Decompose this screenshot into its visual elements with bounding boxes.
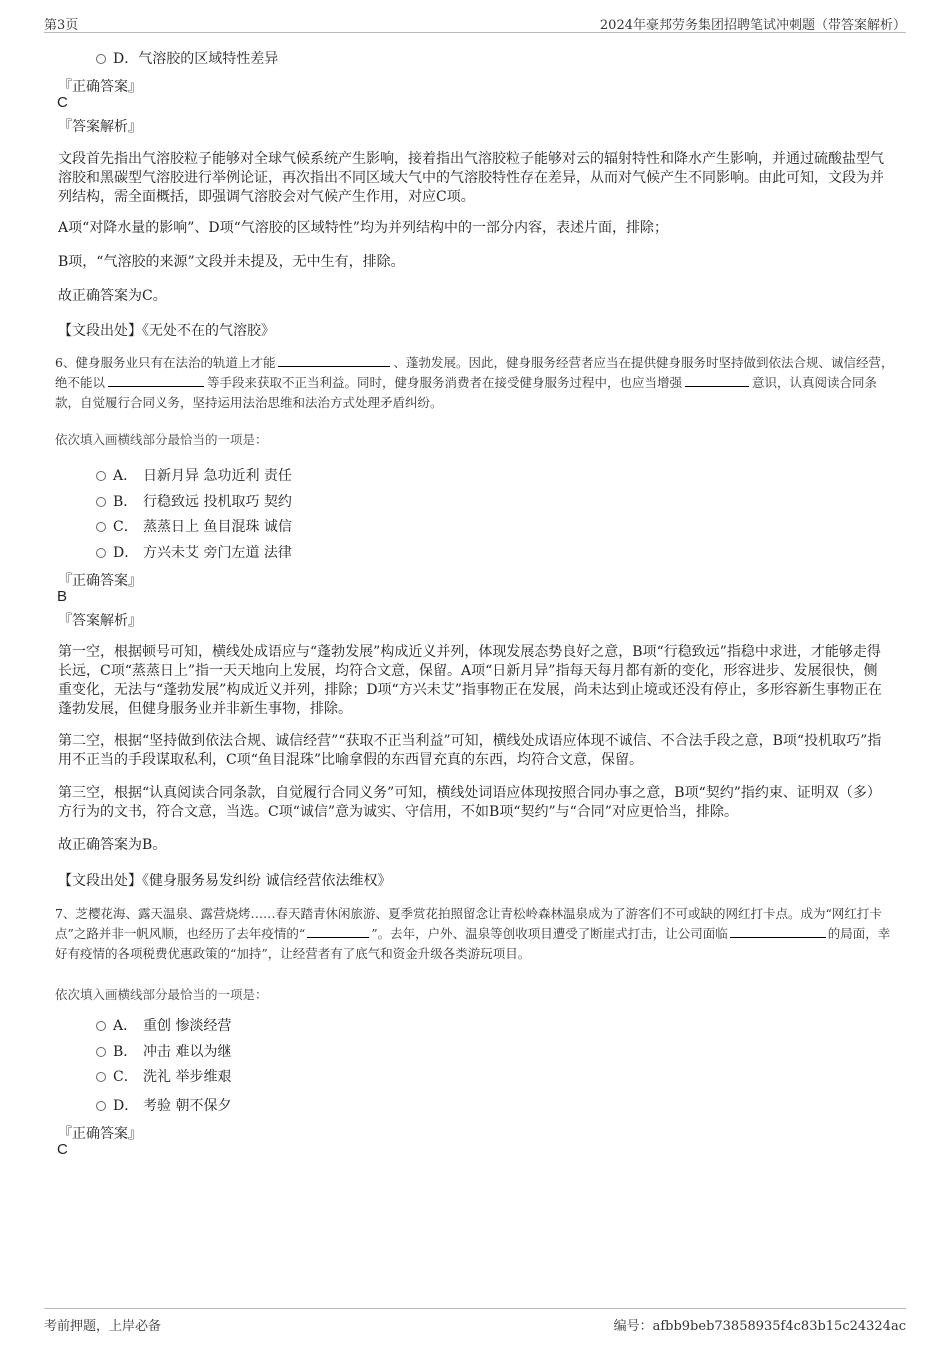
blank-1 [278,354,390,367]
blank-3 [685,374,749,387]
radio-icon[interactable] [96,1101,106,1111]
blank-2 [730,925,826,938]
radio-icon[interactable] [96,522,106,532]
blank-1 [307,925,369,938]
document-title: 2024年豪邦劳务集团招聘笔试冲刺题（带答案解析） [599,18,906,33]
q6-option-c[interactable]: C． 蒸蒸日上 鱼目混珠 诚信 [96,516,292,536]
q5-answer-label: 『正确答案』 [58,79,142,95]
q6-answer: B [57,588,68,605]
q7-option-a[interactable]: A． 重创 惨淡经营 [96,1015,231,1035]
q7-option-c[interactable]: C． 洗礼 举步维艰 [96,1066,231,1086]
footer-slogan: 考前押题，上岸必备 [44,1319,162,1334]
q5-analysis-label: 『答案解析』 [58,119,142,135]
page-footer [44,1308,906,1335]
radio-icon[interactable] [96,1047,106,1057]
q6-option-a[interactable]: A． 日新月异 急功近利 责任 [96,465,292,485]
q5-analysis-p1: 文段首先指出气溶胶粒子能够对全球气候系统产生影响，接着指出气溶胶粒子能够对云的辐射特性和降水产生影响，并通过硫酸盐型气溶胶和黑碳型气溶胶进行举例论证，再次指出不同区域大气中的气溶胶特性存在差异，从而对气候产生不同影响。由此可知，文段为并列结构，需全面概括，即强调气溶胶会对气候产生作用，对应C项。 [58,151,884,205]
q7-option-d[interactable]: D． 考验 朝不保夕 [96,1095,231,1115]
q5-analysis-p4: 故正确答案为C。 [58,288,167,304]
blank-2 [108,374,204,387]
q6-instruction: 依次填入画横线部分最恰当的一项是： [55,432,268,447]
q5-source: 【文段出处】《无处不在的气溶胶》 [58,323,275,339]
radio-icon[interactable] [96,1021,106,1031]
q5-answer: C [57,94,68,111]
q6-analysis-p3: 第三空，根据“认真阅读合同条款，自觉履行合同义务”可知，横线处词语应体现按照合同办事之意，B项“契约”指约束、证明双（多）方行为的文书，符合文意，当选。C项“诚信”意为诚实、守信用，不如B项“契约”与“合同”对应更恰当，排除。 [58,785,881,820]
page-header [44,12,906,33]
document-id: 编号：afbb9beb73858935f4c83b15c24324ac [613,1319,906,1334]
radio-icon[interactable] [96,54,106,64]
radio-icon[interactable] [96,471,106,481]
q7-question: 7、芝樱花海、露天温泉、露营烧烤……春天踏青休闲旅游、夏季赏花拍照留念让青松岭森林温泉成为了游客们不可或缺的网红打卡点。成为“网红打卡点”之路并非一帆风顺，也经历了去年疫情的“ ”。去年，户外、温泉等创收项目遭受了断崖式打击，让公司面临 的局面，幸好有疫情的各项税费优惠政策的“加持”，让经营者有了底气和资金升级各类游玩项目。 [55,906,891,961]
page-number: 第3页 [44,18,79,33]
q5-analysis-p2: A项“对降水量的影响”、D项“气溶胶的区域特性”均为并列结构中的一部分内容，表述片面，排除； [58,220,668,236]
q6-answer-label: 『正确答案』 [58,573,142,589]
q6-option-b[interactable]: B． 行稳致远 投机取巧 契约 [96,491,292,511]
q7-answer-label: 『正确答案』 [58,1126,142,1142]
q6-analysis-p1: 第一空，根据顿号可知，横线处成语应与“蓬勃发展”构成近义并列，体现发展态势良好之意，B项“行稳致远”指稳中求进，才能够走得长远，C项“蒸蒸日上”指一天天地向上发展，均符合文意，保留。A项“日新月异”指每天每月都有新的变化，形容进步、发展很快，侧重变化，无法与“蓬勃发展”构成近义并列，排除；D项“方兴未艾”指事物正在发展，尚未达到止境或还没有停止，多形容新生事物正在蓬勃发展，但健身服务业并非新生事物，排除。 [58,644,882,717]
q6-analysis-label: 『答案解析』 [58,613,142,629]
q7-answer: C [57,1141,68,1158]
radio-icon[interactable] [96,1072,106,1082]
q5-option-d[interactable]: D．气溶胶的区域特性差异 [96,48,278,68]
q7-instruction: 依次填入画横线部分最恰当的一项是： [55,987,268,1002]
radio-icon[interactable] [96,497,106,507]
radio-icon[interactable] [96,548,106,558]
q6-analysis-p4: 故正确答案为B。 [58,837,167,853]
q6-question: 6、健身服务业只有在法治的轨道上才能 、蓬勃发展。因此，健身服务经营者应当在提供健身服务时坚持做到依法合规、诚信经营，绝不能以 等手段来获取不正当利益。同时，健身服务消费者在接受健身服务过程中，也应当增强 意识，认真阅读合同条款，自觉履行合同义务，坚持运用法治思维和法治方式处理矛盾纠纷。 [55,355,894,410]
q6-source: 【文段出处】《健身服务易发纠纷 诚信经营依法维权》 [58,873,392,889]
q6-option-d[interactable]: D． 方兴未艾 旁门左道 法律 [96,542,292,562]
q7-option-b[interactable]: B． 冲击 难以为继 [96,1041,231,1061]
q5-analysis-p3: B项，“气溶胶的来源”文段并未提及，无中生有，排除。 [58,254,405,270]
q6-analysis-p2: 第二空，根据“坚持做到依法合规、诚信经营”“获取不正当利益”可知，横线处成语应体现不诚信、不合法手段之意，B项“投机取巧”指用不正当的手段谋取私利，C项“鱼目混珠”比喻拿假的东西冒充真的东西，均符合文意，保留。 [58,733,882,768]
